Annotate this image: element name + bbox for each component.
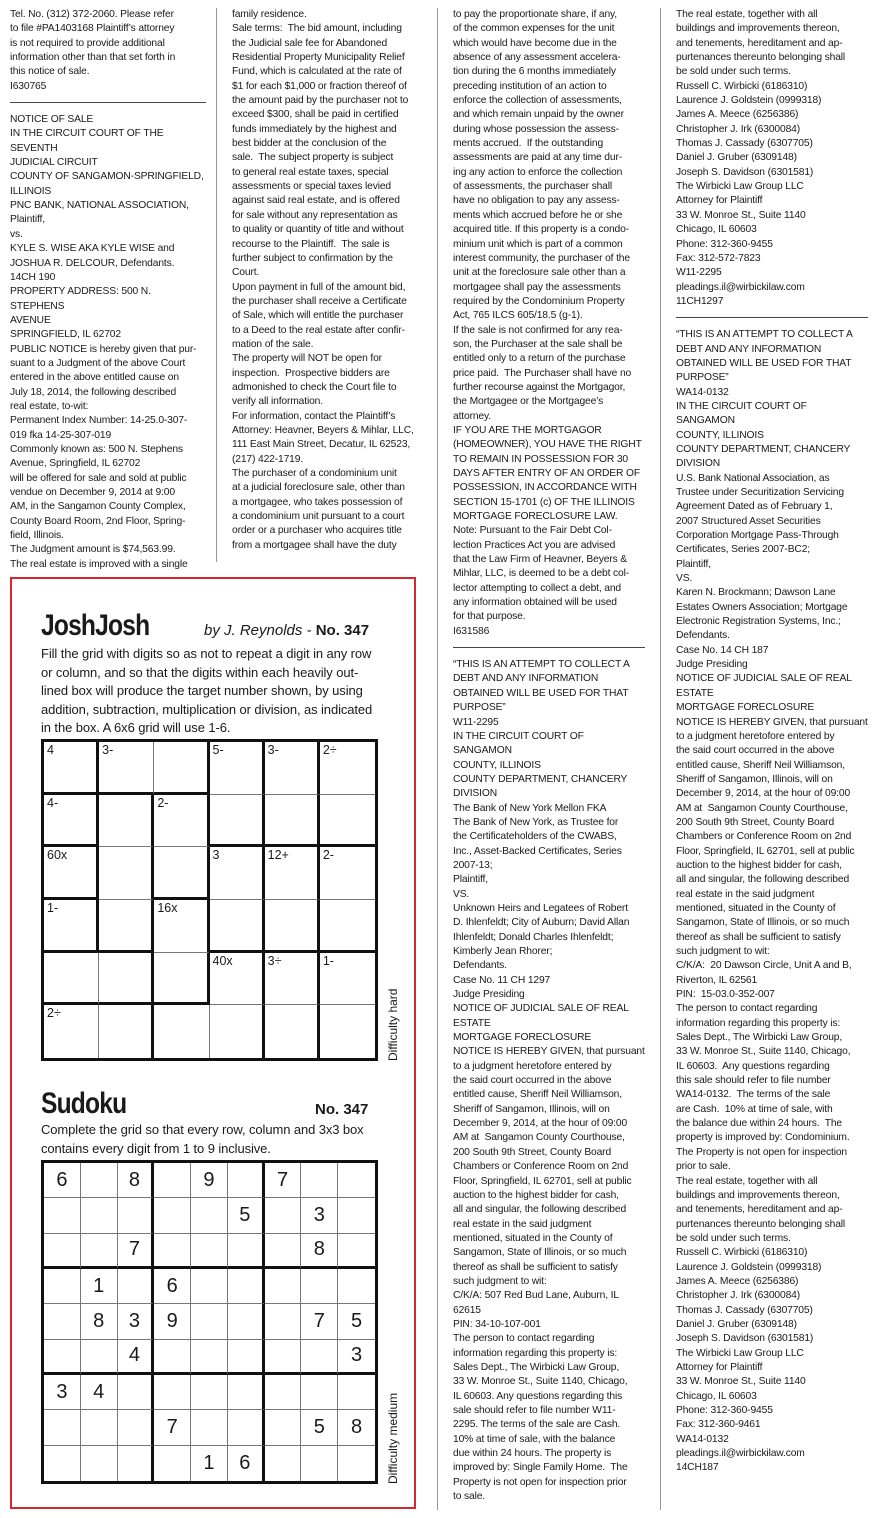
sudoku-given-digit <box>81 1234 117 1266</box>
sudoku-grid <box>41 1160 378 1484</box>
sudoku-cell[interactable] <box>265 1446 302 1481</box>
sudoku-given-digit <box>44 1198 80 1232</box>
sudoku-cell[interactable] <box>228 1410 265 1445</box>
sudoku-cell[interactable] <box>191 1446 228 1481</box>
sudoku-cell[interactable] <box>44 1340 81 1375</box>
sudoku-cell[interactable] <box>265 1375 302 1410</box>
kenken-cage-label: 3÷ <box>267 953 282 968</box>
sudoku-cell[interactable] <box>191 1375 228 1410</box>
sudoku-given-digit <box>301 1269 337 1303</box>
notice-judicial-sale-wa14-0132: “THIS IS AN ATTEMPT TO COLLECT A DEBT AND ANY INFORMATION OBTAINED WILL BE USED FOR THAT PURPOSE” WA14-0132 IN THE CIRCUIT COURT OF SANGAMON COUNTY, ILLINOIS COUNTY DEPARTMENT, CHANCERY DIVISION U.S. Bank National Association, as Trustee under Securitization Servicing Agreement Dated as of February 1, 2007 Structured Asset Securities Corporation Mortgage Pass-Through Certificates, Series 2007-BC2; Plaintiff, VS. Karen N. Brockmann; Dawson Lane Estates Owners Association; Mortgage Electronic Registration Systems, Inc.; Defendants. Case No. 14 CH 187 Judge Presiding NOTICE OF JUDICIAL SALE OF REAL ESTATE MORTGAGE FORECLOSURE NOTICE IS HEREBY GIVEN, that pursuant to a judgment heretofore entered by the said court occurred in the above entitled cause, Sheriff Neil Williamson, Sheriff of Sangamon, Illinois, will on December 9, 2014, at the hour of 09:00 AM at Sangamon County Courthouse, 200 South 9th Street, County Board Chambers or Conference Room on 2nd Floor, Springfield, IL 62701, sell at public auction to the highest bidder for cash, all and singular, the following described real estate in the said judgment mentioned, situated in the County of Sangamon, State of Illinois, or so much thereof as shall be sufficient to satisfy such judgment to wit: C/K/A: 20 Dawson Circle, Unit A and B, Riverton, IL 62561 PIN: 15-03.0-352-007 The person to contact regarding information regarding this property is: Sales Dept., The Wirbicki Law Group, 33 W. Monroe St., Suite 1140, Chicago, IL 60603. Any questions regarding this sale should refer to file number WA14-0132. The terms of the sale are Cash. 10% at time of sale, with the balance due within 24 hours. The property is improved by: Condominium. The Property is not open for inspection prior to sale. The real estate, together with all buildings and improvements thereon, and tenements, hereditament and ap- purtenances thereunto belonging shall be sold under such terms. Russell C. Wirbicki (6186310) Laurence J. Goldstein (0999318) James A. Meece (6256386) Christopher J. Irk (6300084) Thomas J. Cassady (6307705) Daniel J. Gruber (6309148) Joseph S. Davidson (6301581) The Wirbicki Law Group LLC Attorney for Plaintiff 33 W. Monroe St., Suite 1140 Chicago, IL 60603 Phone: 312-360-9455 Fax: 312-360-9461 WA14-0132 pleadings.il@wirbickilaw.com 14CH187 <box>676 329 868 1474</box>
column-rule <box>437 8 438 1510</box>
column-rule <box>660 8 661 1510</box>
sudoku-given-digit <box>81 1198 117 1232</box>
kenken-title: JoshJosh <box>41 609 150 642</box>
column-2 <box>232 8 430 570</box>
sudoku-given-digit <box>44 1410 80 1444</box>
column-1 <box>10 8 206 570</box>
notice-continued-condominium: to pay the proportionate share, if any, of the common expenses for the unit which would have become due in the absence of any assessment accelera- tion during the 6 months immediately preceding institution of an action to enforce the collection of assessments, and which remain unpaid by the owner during whose possession the assess- ments accrued. If the outstanding assessments are paid at any time dur- ing any action to enforce the collection of assessments, the purchaser shall have no obligation to pay any assess- ments which accrued before he or she acquired title. If this property is a condo- minium unit which is part of a common interest community, the purchaser of the unit at the foreclosure sale other than a mortgagee shall pay the assessments required by the Condominium Property Act, 765 ILCS 605/18.5 (g-1). If the sale is not confirmed for any rea- son, the Purchaser at the sale shall be entitled only to a return of the purchase price paid. The Purchaser shall have no further recourse against the Mortgagor, the Mortgagee or the Mortgagee’s attorney. IF YOU ARE THE MORTGAGOR (HOMEOWNER), YOU HAVE THE RIGHT TO REMAIN IN POSSESSION FOR 30 DAYS AFTER ENTRY OF AN ORDER OF POSSESSION, IN ACCORDANCE WITH SECTION 15-1701 (c) OF THE ILLINOIS MORTGAGE FORECLOSURE LAW. Note: Pursuant to the Fair Debt Col- lection Practices Act you are advised that the Law Firm of Heavner, Beyers & Mihlar, LLC, is deemed to be a debt col- lector attempting to collect a debt, and any information obtained will be used for that purpose. I631586 <box>453 9 642 637</box>
sudoku-given-digit: 8 <box>351 1415 363 1438</box>
sudoku-cell[interactable] <box>191 1269 228 1304</box>
kenken-cell[interactable] <box>265 742 320 795</box>
kenken-cell[interactable] <box>320 900 375 953</box>
kenken-cage-label: 3- <box>267 743 279 757</box>
sudoku-cell[interactable] <box>191 1410 228 1445</box>
sudoku-cell[interactable] <box>265 1163 302 1198</box>
sudoku-given-digit: 7 <box>313 1309 325 1332</box>
sudoku-given-digit <box>81 1446 117 1481</box>
sudoku-given-digit <box>154 1340 190 1372</box>
sudoku-cell[interactable] <box>301 1163 338 1198</box>
kenken-cell[interactable] <box>265 953 320 1006</box>
sudoku-title: Sudoku <box>41 1087 127 1120</box>
sudoku-cell[interactable] <box>338 1198 375 1233</box>
kenken-cell[interactable] <box>99 742 154 795</box>
kenken-cell[interactable] <box>320 742 375 795</box>
sudoku-cell[interactable] <box>265 1410 302 1445</box>
sudoku-given-digit: 5 <box>239 1203 251 1226</box>
notice-separator <box>676 317 868 318</box>
sudoku-given-digit <box>154 1446 190 1481</box>
sudoku-cell[interactable] <box>228 1234 265 1269</box>
sudoku-cell[interactable] <box>265 1269 302 1304</box>
sudoku-given-digit <box>228 1340 262 1372</box>
sudoku-cell[interactable] <box>81 1410 118 1445</box>
kenken-cell[interactable] <box>210 900 265 953</box>
kenken-cage-label: 60x <box>47 848 68 863</box>
sudoku-given-digit <box>338 1163 375 1197</box>
kenken-cell[interactable] <box>210 953 265 1006</box>
kenken-cage-label: 5- <box>212 743 224 757</box>
sudoku-given-digit <box>191 1375 227 1409</box>
kenken-cell[interactable] <box>44 953 99 1006</box>
sudoku-cell[interactable] <box>228 1340 265 1375</box>
sudoku-given-digit: 3 <box>56 1380 68 1403</box>
kenken-cell[interactable] <box>44 847 99 900</box>
sudoku-given-digit: 5 <box>351 1309 363 1332</box>
sudoku-given-digit <box>154 1375 190 1409</box>
kenken-cell[interactable] <box>99 900 154 953</box>
kenken-cell[interactable] <box>210 1005 265 1058</box>
sudoku-given-digit <box>265 1234 301 1266</box>
sudoku-given-digit <box>191 1269 227 1303</box>
sudoku-cell[interactable] <box>81 1446 118 1481</box>
sudoku-cell[interactable] <box>44 1163 81 1198</box>
sudoku-cell[interactable] <box>228 1269 265 1304</box>
sudoku-cell[interactable] <box>191 1163 228 1198</box>
kenken-grid <box>41 739 378 1061</box>
sudoku-cell[interactable] <box>301 1304 338 1339</box>
sudoku-cell[interactable] <box>81 1375 118 1410</box>
sudoku-given-digit: 6 <box>166 1274 178 1297</box>
kenken-cell[interactable] <box>44 742 99 795</box>
kenken-instructions: Fill the grid with digits so as not to repeat a digit in any row or column, and so that the digits within each heavily out- lined box will produce the target number shown, by using addition, subtraction, multiplication or division, as indicated in the box. A 6x6 grid will use 1-6. <box>41 646 373 735</box>
kenken-cage-label: 2÷ <box>47 1006 61 1021</box>
kenken-cell[interactable] <box>154 1005 209 1058</box>
sudoku-given-digit <box>44 1340 80 1372</box>
sudoku-cell[interactable] <box>154 1446 191 1481</box>
kenken-cell[interactable] <box>265 900 320 953</box>
sudoku-cell[interactable] <box>118 1269 155 1304</box>
sudoku-given-digit <box>338 1375 375 1409</box>
kenken-cage-label: 2- <box>322 848 334 863</box>
sudoku-given-digit <box>338 1446 375 1481</box>
sudoku-given-digit <box>228 1375 262 1409</box>
sudoku-given-digit: 4 <box>128 1344 140 1367</box>
notice-continued-sale-terms: family residence. Sale terms: The bid amount, including the Judicial sale fee for Abandoned Residential Property Municipality Relief Fund, which is calculated at the rate of $1 for each $1,000 or fraction thereof of the amount paid by the purchaser not to exceed $300, shall be paid in certified funds immediately by the highest and best bidder at the conclusion of the sale. The subject property is subject to general real estate taxes, special assessments or special taxes levied against said real estate, and is offered for sale without any representation as to quality or quantity of title and without recourse to the Plaintiff. The sale is further subject to confirmation by the Court. Upon payment in full of the amount bid, the purchaser shall receive a Certificate of Sale, which will entitle the purchaser to a Deed to the real estate after confir- mation of the sale. The property will NOT be open for inspection. Prospective bidders are admonished to check the Court file to verify all information. For information, contact the Plaintiff’s Attorney: Heavner, Beyers & Mihlar, LLC, 111 East Main Street, Decatur, IL 62523, (217) 422-1719. The purchaser of a condominium unit at a judicial foreclosure sale, other than a mortgagee, who takes possession of a condominium unit pursuant to a court order or a purchaser who acquires title from a mortgagee shall have the duty <box>232 9 414 551</box>
sudoku-cell[interactable] <box>191 1304 228 1339</box>
sudoku-given-digit <box>44 1269 80 1303</box>
column-3 <box>453 8 645 1508</box>
sudoku-cell[interactable] <box>301 1269 338 1304</box>
kenken-cage-label: 2- <box>157 795 169 810</box>
sudoku-cell[interactable] <box>118 1304 155 1339</box>
sudoku-given-digit <box>81 1410 117 1444</box>
sudoku-cell[interactable] <box>338 1269 375 1304</box>
sudoku-given-digit <box>118 1410 152 1444</box>
kenken-cell[interactable] <box>99 1005 154 1058</box>
sudoku-given-digit <box>301 1340 337 1372</box>
sudoku-given-digit: 5 <box>313 1415 325 1438</box>
sudoku-difficulty: Difficulty medium <box>386 1392 400 1484</box>
sudoku-given-digit: 6 <box>56 1168 68 1191</box>
sudoku-cell[interactable] <box>154 1410 191 1445</box>
sudoku-given-digit <box>118 1446 152 1481</box>
kenken-cell[interactable] <box>320 953 375 1006</box>
sudoku-cell[interactable] <box>228 1375 265 1410</box>
sudoku-given-digit <box>338 1234 375 1266</box>
sudoku-given-digit: 8 <box>313 1238 325 1261</box>
kenken-difficulty: Difficulty hard <box>386 988 400 1061</box>
kenken-cell[interactable] <box>99 795 154 848</box>
sudoku-given-digit <box>191 1410 227 1444</box>
kenken-cell[interactable] <box>210 847 265 900</box>
sudoku-cell[interactable] <box>228 1446 265 1481</box>
sudoku-cell[interactable] <box>118 1410 155 1445</box>
sudoku-given-digit <box>265 1198 301 1232</box>
sudoku-cell[interactable] <box>154 1234 191 1269</box>
sudoku-given-digit <box>44 1304 80 1338</box>
kenken-cell[interactable] <box>44 900 99 953</box>
sudoku-cell[interactable] <box>154 1163 191 1198</box>
kenken-cage-label: 2÷ <box>322 743 337 757</box>
kenken-cell[interactable] <box>320 795 375 848</box>
sudoku-given-digit: 6 <box>239 1451 251 1474</box>
kenken-cell[interactable] <box>154 847 209 900</box>
sudoku-given-digit <box>228 1234 262 1266</box>
kenken-cage-label: 16x <box>157 901 178 915</box>
sudoku-given-digit <box>44 1234 80 1266</box>
sudoku-given-digit <box>191 1340 227 1372</box>
sudoku-given-digit <box>265 1269 301 1303</box>
sudoku-given-digit <box>81 1340 117 1372</box>
sudoku-given-digit: 3 <box>351 1344 363 1367</box>
sudoku-given-digit <box>338 1198 375 1232</box>
kenken-cell[interactable] <box>99 953 154 1006</box>
sudoku-cell[interactable] <box>301 1446 338 1481</box>
sudoku-cell[interactable] <box>338 1410 375 1445</box>
sudoku-cell[interactable] <box>228 1198 265 1233</box>
sudoku-cell[interactable] <box>44 1446 81 1481</box>
kenken-cage-label: 1- <box>322 953 334 968</box>
notice-of-sale-pnc: NOTICE OF SALE IN THE CIRCUIT COURT OF THE SEVENTH JUDICIAL CIRCUIT COUNTY OF SANGAMON-SPRINGFIELD, ILLINOIS PNC BANK, NATIONAL ASSOCIATION, Plaintiff, vs. KYLE S. WISE AKA KYLE WISE and JOSHUA R. DELCOUR, Defendants. 14CH 190 PROPERTY ADDRESS: 500 N. STEPHENS AVENUE SPRINGFIELD, IL 62702 PUBLIC NOTICE is hereby given that pur- suant to a Judgment of the above Court entered in the above entitled cause on July 18, 2014, the following described real estate, to-wit: Permanent Index Number: 14-25.0-307- 019 fka 14-25-307-019 Commonly known as: 500 N. Stephens Avenue, Springfield, IL 62702 will be offered for sale and sold at public vendue on December 9, 2014 at 9:00 AM, in the Sangamon County Complex, County Board Room, 2nd Floor, Spring- field, Illinois. The Judgment amount is $74,563.99. The real estate is improved with a single <box>10 114 204 570</box>
sudoku-given-digit <box>44 1446 80 1481</box>
kenken-byline <box>204 622 369 639</box>
sudoku-cell[interactable] <box>118 1375 155 1410</box>
kenken-cell[interactable] <box>320 1005 375 1058</box>
kenken-cell[interactable] <box>210 742 265 795</box>
sudoku-cell[interactable] <box>81 1269 118 1304</box>
sudoku-given-digit: 7 <box>128 1238 140 1261</box>
sudoku-cell[interactable] <box>44 1198 81 1233</box>
sudoku-given-digit <box>301 1163 337 1197</box>
sudoku-given-digit: 7 <box>166 1415 178 1438</box>
sudoku-cell[interactable] <box>118 1446 155 1481</box>
sudoku-given-digit <box>228 1269 262 1303</box>
sudoku-given-digit: 9 <box>203 1168 215 1191</box>
sudoku-given-digit <box>265 1304 301 1338</box>
notice-separator <box>10 102 206 103</box>
sudoku-cell[interactable] <box>154 1375 191 1410</box>
sudoku-cell[interactable] <box>228 1304 265 1339</box>
kenken-cell[interactable] <box>154 953 209 1006</box>
sudoku-cell[interactable] <box>265 1234 302 1269</box>
sudoku-cell[interactable] <box>44 1375 81 1410</box>
sudoku-given-digit <box>118 1269 152 1303</box>
sudoku-cell[interactable] <box>44 1269 81 1304</box>
sudoku-given-digit <box>265 1410 301 1444</box>
sudoku-cell[interactable] <box>118 1163 155 1198</box>
sudoku-cell[interactable] <box>81 1198 118 1233</box>
sudoku-given-digit <box>265 1375 301 1409</box>
sudoku-given-digit: 3 <box>128 1309 140 1332</box>
sudoku-given-digit <box>338 1269 375 1303</box>
sudoku-cell[interactable] <box>118 1198 155 1233</box>
notice-tail-1: Tel. No. (312) 372-2060. Please refer to file #PA1403168 Plaintiff’s attorney is not required to provide additional information other than that set forth in this notice of sale. I630765 <box>10 9 176 92</box>
sudoku-cell[interactable] <box>118 1234 155 1269</box>
kenken-cell[interactable] <box>99 847 154 900</box>
sudoku-cell[interactable] <box>44 1304 81 1339</box>
sudoku-cell[interactable] <box>301 1198 338 1233</box>
sudoku-given-digit <box>228 1163 262 1197</box>
sudoku-given-digit <box>154 1198 190 1232</box>
kenken-cell[interactable] <box>154 795 209 848</box>
sudoku-cell[interactable] <box>338 1234 375 1269</box>
sudoku-cell[interactable] <box>154 1340 191 1375</box>
sudoku-cell[interactable] <box>81 1340 118 1375</box>
sudoku-number: No. 347 <box>315 1101 369 1118</box>
column-rule <box>216 8 217 562</box>
column-4 <box>676 8 868 1508</box>
sudoku-instructions: Complete the grid so that every row, column and 3x3 box contains every digit from 1 to 9 inclusive. <box>41 1122 364 1156</box>
kenken-cage-label: 3- <box>102 743 114 757</box>
sudoku-given-digit <box>301 1446 337 1481</box>
sudoku-given-digit <box>191 1198 227 1232</box>
sudoku-given-digit <box>228 1410 262 1444</box>
sudoku-given-digit: 7 <box>276 1168 289 1191</box>
notice-judicial-sale-w11-2295: “THIS IS AN ATTEMPT TO COLLECT A DEBT AND ANY INFORMATION OBTAINED WILL BE USED FOR THAT PURPOSE” W11-2295 IN THE CIRCUIT COURT OF SANGAMON COUNTY, ILLINOIS COUNTY DEPARTMENT, CHANCERY DIVISION The Bank of New York Mellon FKA The Bank of New York, as Trustee for the Certificateholders of the CWABS, Inc., Asset-Backed Certificates, Series 2007-13; Plaintiff, VS. Unknown Heirs and Legatees of Robert D. Ihlenfeldt; City of Auburn; David Allan Ihlenfeldt; Donald Charles Ihlenfeldt; Kimberly Jean Rhorer; Defendants. Case No. 11 CH 1297 Judge Presiding NOTICE OF JUDICIAL SALE OF REAL ESTATE MORTGAGE FORECLOSURE NOTICE IS HEREBY GIVEN, that pursuant to a judgment heretofore entered by the said court occurred in the above entitled cause, Sheriff Neil Williamson, Sheriff of Sangamon, Illinois, will on December 9, 2014, at the hour of 09:00 AM at Sangamon County Courthouse, 200 South 9th Street, County Board Chambers or Conference Room on 2nd Floor, Springfield, IL 62701, sell at public auction to the highest bidder for cash, all and singular, the following described real estate in the said judgment mentioned, situated in the County of Sangamon, State of Illinois, or so much thereof as shall be sufficient to satisfy such judgment to wit: C/K/A: 507 Red Bud Lane, Auburn, IL 62615 PIN: 34-10-107-001 The person to contact regarding information regarding this property is: Sales Dept., The Wirbicki Law Group, 33 W. Monroe St., Suite 1140, Chicago, IL 60603. Any questions regarding this sale should refer to file number W11- 2295. The terms of the sale are Cash. 10% at time of sale, with the balance due within 24 hours. The property is improved by: Single Family Home. The Property is not open for inspection prior to sale. <box>453 659 645 1503</box>
sudoku-cell[interactable] <box>81 1234 118 1269</box>
kenken-cell[interactable] <box>265 1005 320 1058</box>
sudoku-cell[interactable] <box>265 1304 302 1339</box>
sudoku-cell[interactable] <box>338 1375 375 1410</box>
notice-attorneys-11ch1297: The real estate, together with all buildings and improvements thereon, and tenements, hereditament and ap- purtenances thereunto belonging shall be sold under such terms. Russell C. Wirbicki (6186310) Laurence J. Goldstein (0999318) James A. Meece (6256386) Christopher J. Irk (6300084) Thomas J. Cassady (6307705) Daniel J. Gruber (6309148) Joseph S. Davidson (6301581) The Wirbicki Law Group LLC Attorney for Plaintiff 33 W. Monroe St., Suite 1140 Chicago, IL 60603 Phone: 312-360-9455 Fax: 312-572-7823 W11-2295 pleadings.il@wirbickilaw.com 11CH1297 <box>676 9 846 307</box>
sudoku-given-digit: 9 <box>166 1309 178 1332</box>
sudoku-given-digit <box>191 1234 227 1266</box>
sudoku-given-digit <box>118 1198 152 1232</box>
sudoku-cell[interactable] <box>338 1340 375 1375</box>
sudoku-cell[interactable] <box>81 1163 118 1198</box>
sudoku-cell[interactable] <box>191 1234 228 1269</box>
sudoku-given-digit: 4 <box>93 1380 105 1403</box>
sudoku-given-digit <box>191 1304 227 1338</box>
kenken-cell[interactable] <box>44 795 99 848</box>
sudoku-cell[interactable] <box>265 1198 302 1233</box>
kenken-cage-label: 40x <box>212 953 233 968</box>
sudoku-cell[interactable] <box>338 1446 375 1481</box>
sudoku-cell[interactable] <box>338 1304 375 1339</box>
notice-separator <box>453 647 645 648</box>
kenken-number: No. 347 <box>315 622 370 639</box>
kenken-cell[interactable] <box>265 847 320 900</box>
kenken-cage-label: 3 <box>212 848 220 863</box>
kenken-cage-label: 1- <box>47 901 59 915</box>
kenken-cell[interactable] <box>320 847 375 900</box>
sudoku-cell[interactable] <box>81 1304 118 1339</box>
sudoku-cell[interactable] <box>265 1340 302 1375</box>
sudoku-given-digit <box>265 1446 301 1481</box>
sudoku-cell[interactable] <box>154 1198 191 1233</box>
sudoku-cell[interactable] <box>154 1269 191 1304</box>
sudoku-given-digit: 3 <box>313 1203 325 1226</box>
kenken-cell[interactable] <box>265 795 320 848</box>
sudoku-given-digit <box>301 1375 337 1409</box>
sudoku-cell[interactable] <box>191 1340 228 1375</box>
kenken-author: by J. Reynolds - <box>204 622 316 639</box>
sudoku-cell[interactable] <box>338 1163 375 1198</box>
sudoku-given-digit <box>81 1163 117 1197</box>
sudoku-given-digit: 8 <box>93 1309 105 1332</box>
sudoku-given-digit <box>154 1234 190 1266</box>
sudoku-given-digit: 1 <box>203 1451 215 1474</box>
sudoku-given-digit <box>228 1304 262 1338</box>
kenken-cage-label: 4- <box>47 795 59 810</box>
sudoku-cell[interactable] <box>301 1410 338 1445</box>
kenken-cell[interactable] <box>154 900 209 953</box>
sudoku-cell[interactable] <box>44 1234 81 1269</box>
sudoku-given-digit: 8 <box>128 1168 140 1191</box>
kenken-cell[interactable] <box>44 1005 99 1058</box>
kenken-cage-label: 4 <box>47 743 54 757</box>
sudoku-cell[interactable] <box>301 1375 338 1410</box>
sudoku-given-digit: 1 <box>93 1274 105 1297</box>
sudoku-cell[interactable] <box>191 1198 228 1233</box>
sudoku-cell[interactable] <box>301 1340 338 1375</box>
sudoku-given-digit <box>154 1163 190 1197</box>
sudoku-cell[interactable] <box>44 1410 81 1445</box>
sudoku-given-digit <box>265 1340 301 1372</box>
kenken-cage-label: 12+ <box>267 848 289 863</box>
sudoku-cell[interactable] <box>228 1163 265 1198</box>
puzzle-box <box>10 577 416 1509</box>
sudoku-cell[interactable] <box>301 1234 338 1269</box>
sudoku-cell[interactable] <box>154 1304 191 1339</box>
kenken-cell[interactable] <box>210 795 265 848</box>
kenken-cell[interactable] <box>154 742 209 795</box>
sudoku-given-digit <box>118 1375 152 1409</box>
sudoku-cell[interactable] <box>118 1340 155 1375</box>
